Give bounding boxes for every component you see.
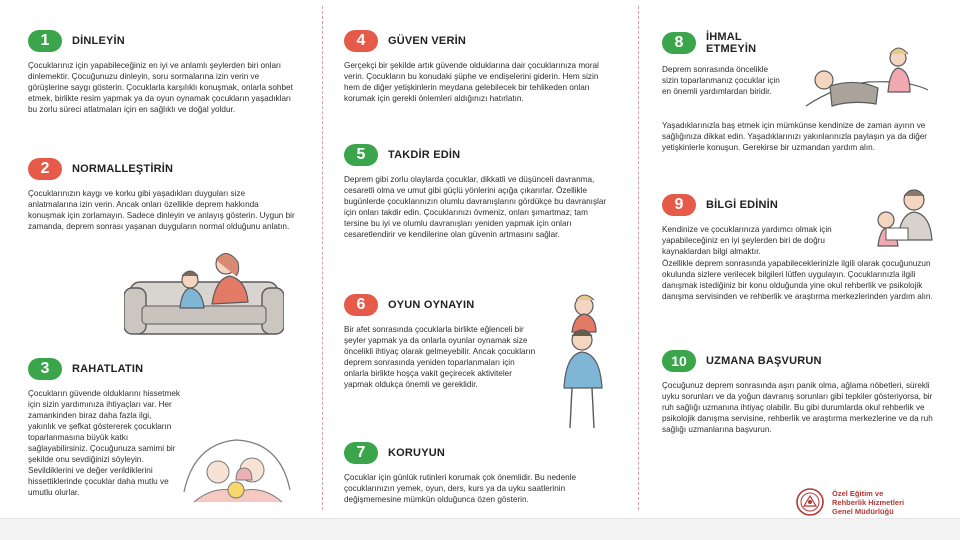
section-listen	[28, 28, 296, 134]
section-body: Çocuklar için günlük rutinleri korumak çok önemlidir. Bu nedenle çocuklarınızın yemek, oyun, ders, kurs ya da uyku saatlerinin değişmemesine mümkün olduğunca özen gösterin.	[344, 473, 577, 504]
section-title: KORUYUN	[388, 447, 446, 459]
section-number-badge: 1	[28, 30, 62, 52]
column-left	[28, 0, 296, 516]
column-right	[662, 0, 942, 516]
piggyback-illustration	[550, 292, 616, 432]
section-number-badge: 3	[28, 358, 62, 380]
column-divider	[322, 6, 323, 510]
section-title: BİLGİ EDİNİN	[706, 199, 779, 211]
section-protect	[344, 440, 612, 516]
section-number-badge: 4	[344, 30, 378, 52]
section-body: Özellikle deprem sonrasında yapabileceklerinizle ilgili olarak çocuğunuzun okulunda sizlere verilecek bilgileri lütfen uygulayın. Çocuklarınızla ilgili danışmak istediğiniz bir konu olduğunda yine okul rehberlik ve psikolojik danışma servisinden ve rehberlik ve araştırma merkezlerinden yardım alın.	[662, 259, 933, 301]
section-body: Çocukların güvende olduklarını hissetmek için sizin yardımınıza ihtiyaçları var. Her zamankinden biraz daha fazla ilgi, yakınlık ve şefkat göstererek çocukların toparlanmasına büyük katkı sağlayabilirsiniz. Çocuğunuza samimi bir şekilde onu sevdiğinizi söyleyin. Sevildiklerini ve değer verildiklerini hissettiklerinde çocuklar daha mutlu ve umutlu olurlar.	[28, 389, 180, 497]
bottom-bar	[0, 518, 960, 540]
section-body-lead: Deprem sonrasında öncelikle sizin toparlanmanız çocuklar için en önemli yardımlardan biridir.	[662, 65, 780, 96]
section-body: Gerçekçi bir şekilde artık güvende olduklarına dair çocuklarınıza moral verin. Çocukların bu konudaki şüphe ve endişelerini giderin. Hem sizin hem de diğer yetişkinlerin meydana gelebilecek bir tehlikeden onları korumak için gerekli önlemleri aldığınızı hatırlatın.	[344, 61, 599, 103]
section-body-lead: Kendinize ve çocuklarınıza yardımcı olmak için yapabileceğiniz en iyi şeylerden biri de doğru kaynaklardan bilgi almaktır.	[662, 225, 832, 256]
section-title: UZMANA BAŞVURUN	[706, 355, 822, 367]
section-normalize	[28, 156, 296, 246]
section-title: TAKDİR EDİN	[388, 149, 461, 161]
section-consult-expert	[662, 348, 942, 460]
ministry-seal-icon	[796, 488, 824, 516]
ministry-logo	[796, 488, 904, 516]
ministry-name: Özel Eğitim ve Rehberlik Hizmetleri Genel Müdürlüğü	[832, 488, 905, 516]
section-body: Bir afet sonrasında çocuklarla birlikte eğlenceli bir şeyler yapmak ya da onlarla oyunlar oynamak size öncelikli ihtiyaç olarak gelmeyebilir. Ancak çocukların deprem sonrasında yeniden toparlanmaları için onlarla birlikte hoşça vakit geçirecek aktiviteler yapmak oldukça önemli ve gereklidir.	[344, 325, 536, 389]
column-divider	[638, 6, 639, 510]
section-number-badge: 9	[662, 194, 696, 216]
column-middle	[344, 0, 612, 516]
section-number-badge: 10	[662, 350, 696, 372]
reading-together-illustration	[868, 186, 940, 250]
section-reassure	[344, 28, 612, 118]
resting-parent-illustration	[802, 40, 932, 112]
section-body: Çocuğunuz deprem sonrasında aşırı panik olma, ağlama nöbetleri, sürekli uyku sorunları ve da yoğun davranış sorunları gibi tepkiler gösteriyorsa, bir ruh sağlığı uzmanına ihtiyaç olabilir. Bu gibi durumlarda okul rehberlik ve psikolojik danışma servisine, rehberlik ve araştırma merkezlerine ve da ruh sağlığı uzmanlarına başvurun.	[662, 381, 933, 434]
section-appreciate	[344, 142, 612, 276]
section-number-badge: 6	[344, 294, 378, 316]
section-title: NORMALLEŞTİRİN	[72, 163, 174, 175]
section-body: Çocuklarınızın kaygı ve korku gibi yaşadıkları duyguları size anlatmalarına izin verin. Ancak onları özellikle deprem hakkında konuşmak için zorlamayın. Sadece dinleyin ve anlayış gösterin. Uygun bir zamanda, deprem sonrası yaşanan duyguların normal olduğunu anlatın.	[28, 189, 295, 231]
section-body: Çocuklarınız için yapabileceğiniz en iyi ve anlamlı şeylerden biri onları dinlemektir. Çocuğunuzu dinleyin, soru sormalarına izin verin ve görüşlerine saygı gösterin. Çocuklarla karşılıklı konuşmak, onlarla sohbet etmek, birlikte resim yapmak ya da oyun oynamak çocukların yaşadıkları bu zorlu süreci atlatmaları için en sağlıklı ve doğal yoldur.	[28, 61, 293, 114]
section-title-line1: İHMAL	[706, 31, 742, 43]
section-title: GÜVEN VERİN	[388, 35, 466, 47]
section-body: Yaşadıklarınızla baş etmek için mümkünse kendinize de zaman ayırın ve sağlığınıza dikkat edin. Yaşadıklarınızı yakınlarınızla paylaşın ya da diğer yetişkinlerle konuşun. Gerekirse bir uzmandan yardım alın.	[662, 121, 928, 152]
section-number-badge: 8	[662, 32, 696, 54]
section-title: RAHATLATIN	[72, 363, 144, 375]
section-number-badge: 7	[344, 442, 378, 464]
section-title-line2: ETMEYİN	[706, 43, 757, 55]
section-title: DİNLEYİN	[72, 35, 125, 47]
section-number-badge: 5	[344, 144, 378, 166]
section-title: OYUN OYNAYIN	[388, 299, 475, 311]
hugging-family-illustration	[178, 432, 296, 510]
section-number-badge: 2	[28, 158, 62, 180]
section-body: Deprem gibi zorlu olaylarda çocuklar, dikkatli ve düşünceli davranma, cesaretli olma ve umut gibi güçlü yönlerini açığa çıkarırlar. Özellikle bugünlerde çocuklarınızın olumlu davranışlarını gördükçe bu davranışlar için onları takdir edin. Çocuklarınızı övmeniz, onları şımartmaz; tam tersine bu iyi ve olumlu davranışları yeniden yapmak için onları cesaretlendirir ve kendilerine olan güvenin artmasını sağlar.	[344, 175, 607, 239]
couch-family-illustration	[124, 246, 284, 342]
